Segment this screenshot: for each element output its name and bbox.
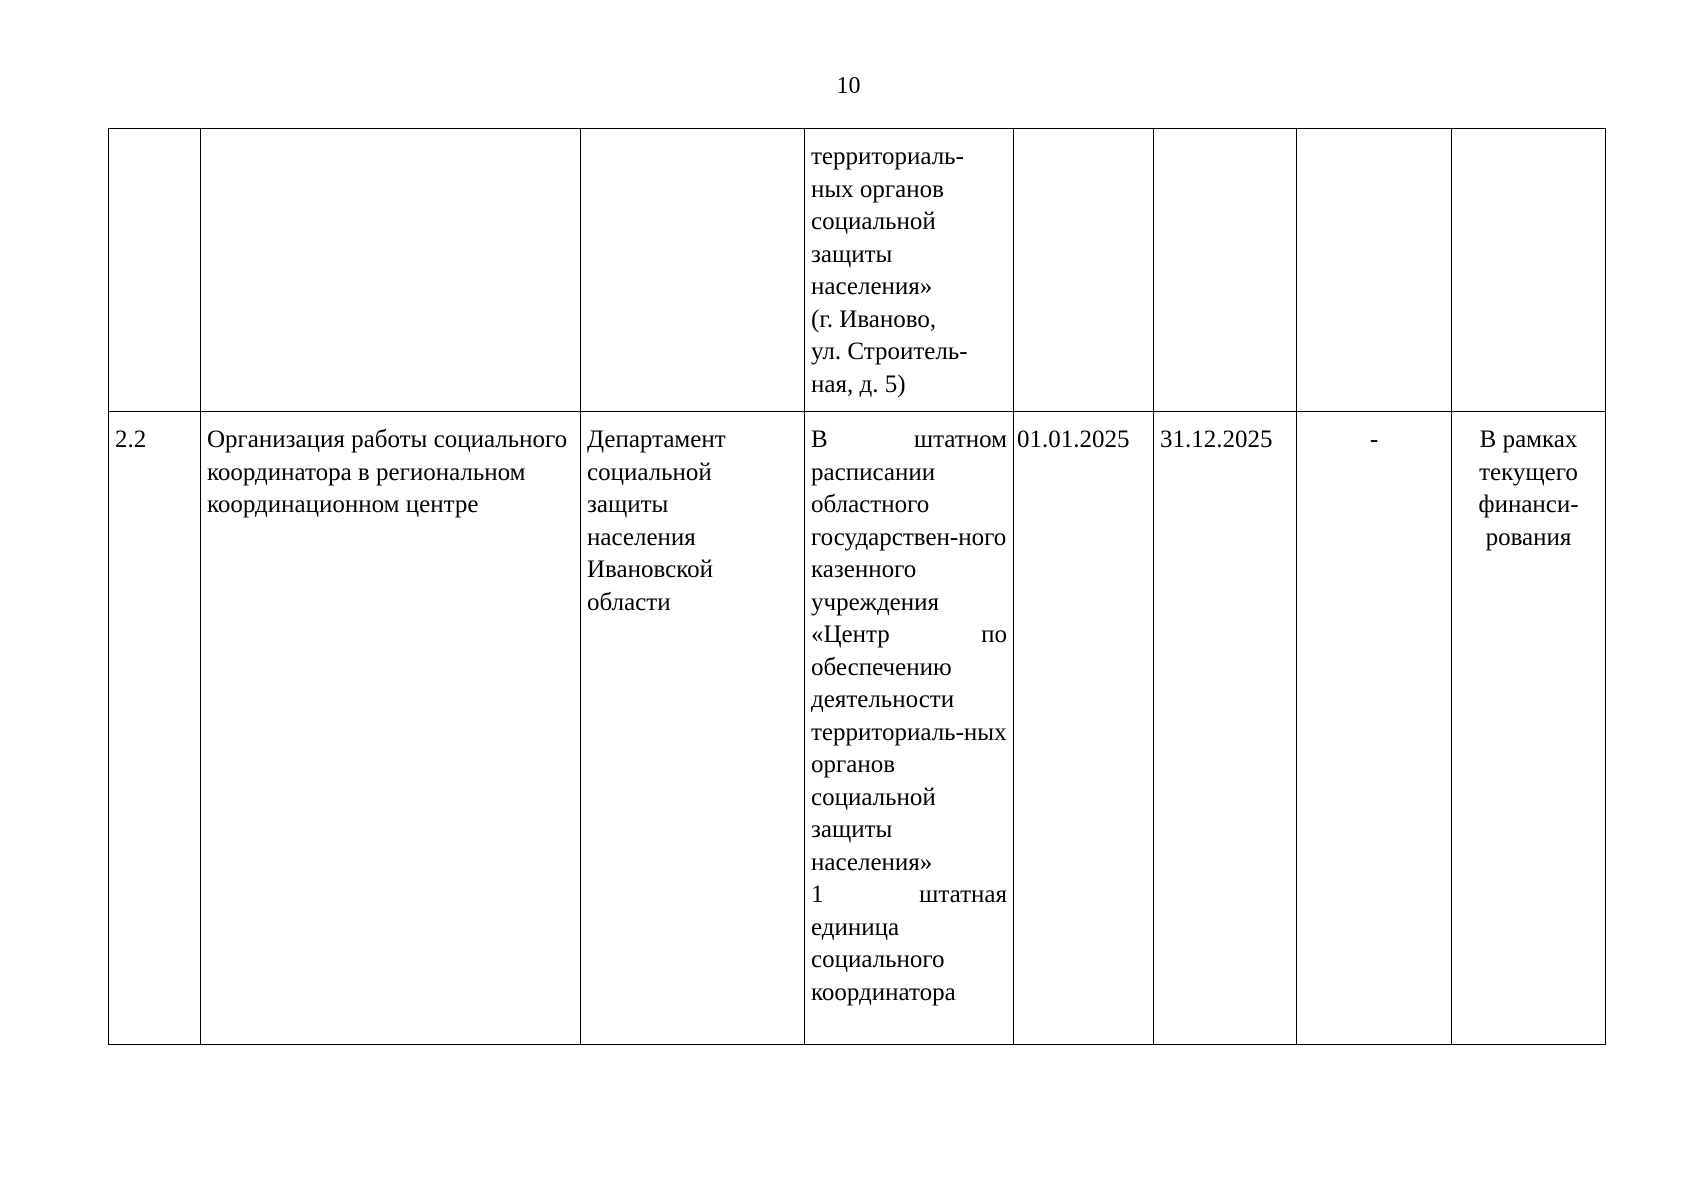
start-date: 01.01.2025: [1017, 426, 1130, 453]
description-text: территориаль- ных органов социальной защиты населения» (г. Иваново, ул. Строитель- ная, д. 5): [811, 143, 968, 398]
funding-text: В рамках текущего финанси- рования: [1478, 426, 1579, 551]
table-cell-end-date: [1154, 412, 1297, 1045]
document-table: [108, 128, 1606, 1045]
table-cell-activity: [201, 129, 581, 412]
table-cell-description: [805, 129, 1014, 412]
amount-text: -: [1369, 426, 1379, 453]
activity-text: Организация работы социального координатора в региональном координационном центре: [207, 426, 568, 518]
table-cell-description: [805, 412, 1014, 1045]
table-cell-number: [109, 129, 201, 412]
table-row: [109, 412, 1606, 1045]
table-cell-activity: [201, 412, 581, 1045]
row-number: 2.2: [115, 426, 147, 453]
table-cell-end-date: [1154, 129, 1297, 412]
table-cell-responsible: [581, 129, 805, 412]
table-cell-responsible: [581, 412, 805, 1045]
table-row: [109, 129, 1606, 412]
description-text: В штатном расписании областного государствен-ного казенного учреждения «Центр по обеспечению деятельности территориаль-ных органов социальной защиты населения» 1 штатная единица социального координатора: [811, 426, 1007, 1006]
table-cell-number: [109, 412, 201, 1045]
responsible-text: Департамент социальной защиты населения Ивановской области: [587, 426, 726, 616]
page-number: 10: [836, 73, 861, 99]
table-cell-amount: [1297, 129, 1452, 412]
table-cell-start-date: [1014, 412, 1154, 1045]
table-cell-amount: [1297, 412, 1452, 1045]
table-cell-start-date: [1014, 129, 1154, 412]
end-date: 31.12.2025: [1160, 426, 1273, 453]
table-cell-funding: [1452, 129, 1606, 412]
table-cell-funding: [1452, 412, 1606, 1045]
